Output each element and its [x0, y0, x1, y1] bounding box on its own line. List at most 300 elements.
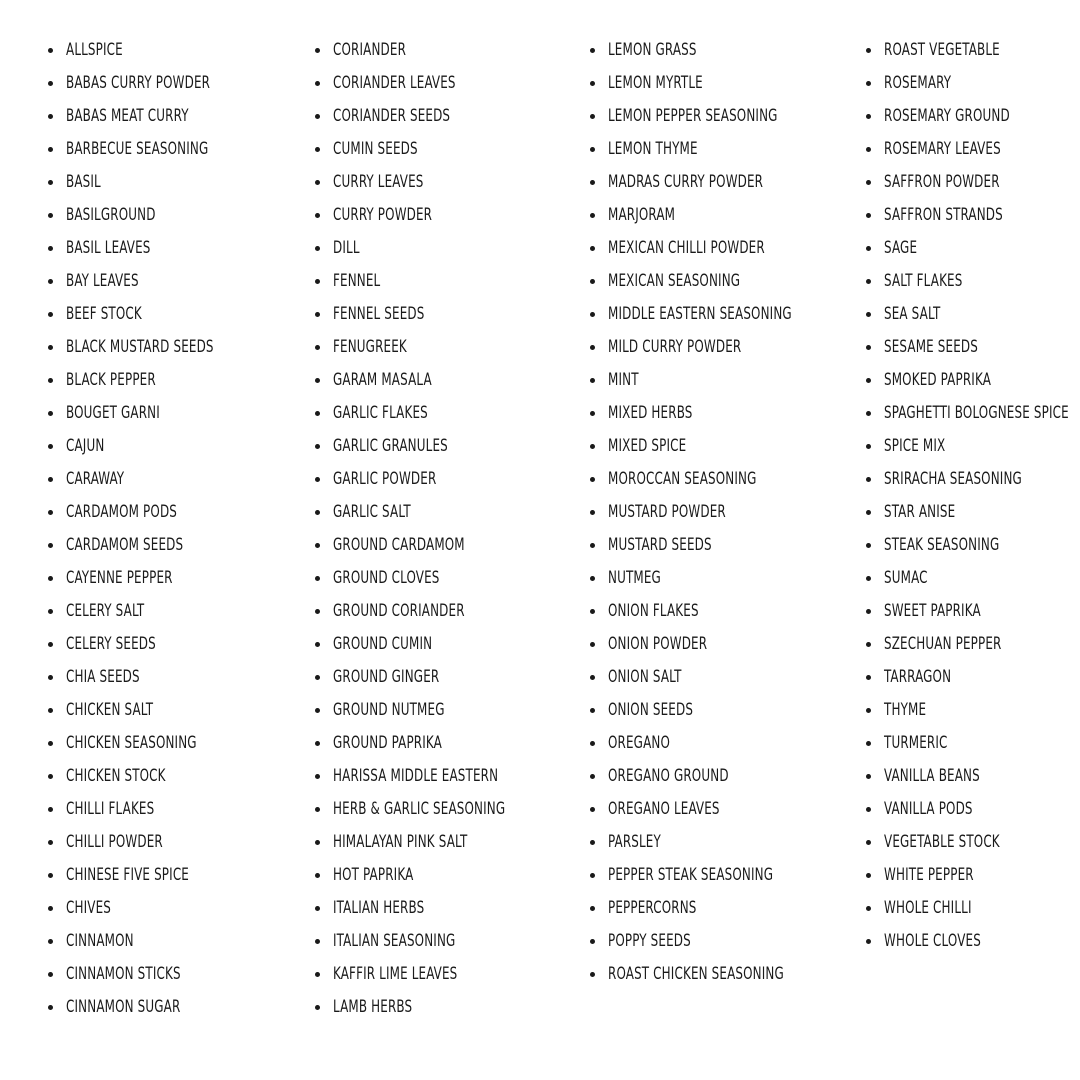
list-item — [315, 694, 554, 727]
bullet-icon — [48, 279, 53, 284]
bullet-icon — [590, 708, 595, 713]
list-item — [590, 463, 844, 496]
spice-name: GARLIC FLAKES — [333, 403, 428, 423]
list-item — [315, 265, 554, 298]
spice-name: MEXICAN SEASONING — [608, 271, 741, 291]
bullet-icon — [866, 48, 871, 53]
spice-name: CHILLI FLAKES — [66, 799, 155, 819]
bullet-icon — [315, 246, 320, 251]
spice-name: CORIANDER LEAVES — [333, 73, 456, 93]
spice-name: MARJORAM — [608, 205, 676, 225]
spice-name: SAFFRON STRANDS — [884, 205, 1003, 225]
spice-name: TURMERIC — [884, 733, 948, 753]
bullet-icon — [48, 1005, 53, 1010]
bullet-icon — [866, 246, 871, 251]
list-item — [866, 694, 1080, 727]
bullet-icon — [866, 642, 871, 647]
spice-column-4 — [866, 34, 1080, 958]
list-item — [590, 826, 844, 859]
bullet-icon — [315, 411, 320, 416]
spice-name: MIXED SPICE — [608, 436, 687, 456]
spice-name: CAJUN — [66, 436, 105, 456]
spice-name: ROSEMARY — [884, 73, 952, 93]
bullet-icon — [866, 147, 871, 152]
list-item — [590, 265, 844, 298]
bullet-icon — [48, 543, 53, 548]
bullet-icon — [48, 675, 53, 680]
spice-name: ROSEMARY GROUND — [884, 106, 1010, 126]
spice-name: CHICKEN SEASONING — [66, 733, 197, 753]
bullet-icon — [866, 114, 871, 119]
list-item — [866, 298, 1080, 331]
bullet-icon — [48, 807, 53, 812]
list-item — [590, 331, 844, 364]
spice-name: ITALIAN SEASONING — [333, 931, 456, 951]
list-item — [48, 496, 255, 529]
list-item — [315, 727, 554, 760]
spice-name: MILD CURRY POWDER — [608, 337, 742, 357]
spice-name: CHICKEN SALT — [66, 700, 154, 720]
list-item — [866, 892, 1080, 925]
bullet-icon — [590, 873, 595, 878]
list-item — [866, 364, 1080, 397]
bullet-icon — [48, 939, 53, 944]
spice-name: SAGE — [884, 238, 918, 258]
spice-name: SMOKED PAPRIKA — [884, 370, 992, 390]
spice-column-3 — [590, 34, 844, 991]
spice-name: CORIANDER — [333, 40, 407, 60]
bullet-icon — [315, 48, 320, 53]
spice-name: FENNEL — [333, 271, 381, 291]
spice-name: FENNEL SEEDS — [333, 304, 425, 324]
spice-name: WHOLE CHILLI — [884, 898, 972, 918]
spice-name: CINNAMON — [66, 931, 134, 951]
list-item — [315, 925, 554, 958]
spice-name: ROSEMARY LEAVES — [884, 139, 1001, 159]
bullet-icon — [315, 741, 320, 746]
bullet-icon — [590, 543, 595, 548]
bullet-icon — [866, 81, 871, 86]
list-item — [48, 232, 255, 265]
bullet-icon — [48, 48, 53, 53]
list-item — [315, 34, 554, 67]
list-item — [315, 892, 554, 925]
bullet-icon — [866, 840, 871, 845]
spice-name: CINNAMON STICKS — [66, 964, 181, 984]
list-item — [48, 529, 255, 562]
bullet-icon — [590, 642, 595, 647]
list-item — [590, 67, 844, 100]
spice-name: PEPPER STEAK SEASONING — [608, 865, 774, 885]
bullet-icon — [48, 477, 53, 482]
spice-name: LEMON PEPPER SEASONING — [608, 106, 778, 126]
list-item — [590, 793, 844, 826]
list-item — [315, 463, 554, 496]
spice-name: MADRAS CURRY POWDER — [608, 172, 764, 192]
spice-name: OREGANO — [608, 733, 671, 753]
list-item — [866, 430, 1080, 463]
list-item — [590, 100, 844, 133]
spice-name: SUMAC — [884, 568, 928, 588]
list-item — [315, 232, 554, 265]
spice-name: CHILLI POWDER — [66, 832, 163, 852]
list-item — [315, 958, 554, 991]
list-item — [866, 760, 1080, 793]
spice-name: ITALIAN HERBS — [333, 898, 425, 918]
bullet-icon — [590, 906, 595, 911]
bullet-icon — [590, 576, 595, 581]
list-item — [315, 991, 554, 1024]
list-item — [590, 529, 844, 562]
spice-name: CUMIN SEEDS — [333, 139, 418, 159]
spice-name: FENUGREEK — [333, 337, 407, 357]
list-item — [590, 595, 844, 628]
spice-name: BASILGROUND — [66, 205, 156, 225]
list-item — [315, 496, 554, 529]
spice-name: CELERY SALT — [66, 601, 145, 621]
spice-column-2 — [315, 34, 554, 1024]
spice-name: BARBECUE SEASONING — [66, 139, 209, 159]
bullet-icon — [590, 312, 595, 317]
spice-name: GROUND GINGER — [333, 667, 440, 687]
bullet-icon — [590, 81, 595, 86]
spice-name: SALT FLAKES — [884, 271, 963, 291]
spice-name: KAFFIR LIME LEAVES — [333, 964, 458, 984]
bullet-icon — [48, 840, 53, 845]
spice-name: MEXICAN CHILLI POWDER — [608, 238, 765, 258]
bullet-icon — [315, 906, 320, 911]
list-item — [866, 397, 1080, 430]
bullet-icon — [866, 675, 871, 680]
list-item — [315, 793, 554, 826]
list-item — [48, 958, 255, 991]
bullet-icon — [590, 114, 595, 119]
bullet-icon — [315, 510, 320, 515]
list-item — [866, 496, 1080, 529]
spice-name: BABAS CURRY POWDER — [66, 73, 211, 93]
bullet-icon — [48, 180, 53, 185]
bullet-icon — [315, 873, 320, 878]
bullet-icon — [48, 411, 53, 416]
spice-name: BASIL — [66, 172, 101, 192]
spice-name: MUSTARD SEEDS — [608, 535, 712, 555]
list-item — [48, 661, 255, 694]
spice-name: ONION FLAKES — [608, 601, 699, 621]
bullet-icon — [590, 477, 595, 482]
spice-name: VANILLA BEANS — [884, 766, 980, 786]
spice-name: GARLIC SALT — [333, 502, 411, 522]
list-item — [590, 364, 844, 397]
list-item — [590, 232, 844, 265]
bullet-icon — [48, 576, 53, 581]
bullet-icon — [866, 378, 871, 383]
bullet-icon — [590, 609, 595, 614]
spice-name: PEPPERCORNS — [608, 898, 697, 918]
bullet-icon — [866, 906, 871, 911]
spice-name: PARSLEY — [608, 832, 661, 852]
bullet-icon — [866, 345, 871, 350]
spice-name: GROUND NUTMEG — [333, 700, 445, 720]
bullet-icon — [48, 510, 53, 515]
bullet-icon — [315, 345, 320, 350]
bullet-icon — [48, 444, 53, 449]
list-item — [48, 793, 255, 826]
spice-name: ONION SALT — [608, 667, 682, 687]
bullet-icon — [590, 213, 595, 218]
list-item — [866, 727, 1080, 760]
spice-name: CAYENNE PEPPER — [66, 568, 173, 588]
list-item — [866, 661, 1080, 694]
spice-name: HARISSA MIDDLE EASTERN — [333, 766, 499, 786]
list-item — [48, 331, 255, 364]
list-item — [315, 331, 554, 364]
spice-name: POPPY SEEDS — [608, 931, 691, 951]
list-item — [866, 67, 1080, 100]
list-item — [315, 100, 554, 133]
list-item — [48, 826, 255, 859]
bullet-icon — [48, 378, 53, 383]
bullet-icon — [866, 477, 871, 482]
bullet-icon — [315, 708, 320, 713]
spice-name: CURRY LEAVES — [333, 172, 424, 192]
bullet-icon — [866, 444, 871, 449]
bullet-icon — [48, 741, 53, 746]
bullet-icon — [315, 1005, 320, 1010]
list-item — [315, 826, 554, 859]
bullet-icon — [315, 444, 320, 449]
spice-name: WHITE PEPPER — [884, 865, 974, 885]
list-item — [866, 562, 1080, 595]
list-item — [590, 133, 844, 166]
list-item — [590, 166, 844, 199]
list-item — [866, 463, 1080, 496]
list-item — [48, 694, 255, 727]
bullet-icon — [590, 774, 595, 779]
list-item — [866, 331, 1080, 364]
list-item — [315, 859, 554, 892]
spice-name: GARAM MASALA — [333, 370, 432, 390]
spice-name: CHICKEN STOCK — [66, 766, 166, 786]
list-item — [866, 529, 1080, 562]
bullet-icon — [866, 576, 871, 581]
spice-name: GROUND CORIANDER — [333, 601, 465, 621]
list-item — [590, 694, 844, 727]
spice-name: BLACK MUSTARD SEEDS — [66, 337, 214, 357]
spice-name: SEA SALT — [884, 304, 941, 324]
bullet-icon — [315, 378, 320, 383]
spice-name: HERB & GARLIC SEASONING — [333, 799, 506, 819]
list-item — [48, 199, 255, 232]
spice-column-1 — [48, 34, 255, 1024]
list-item — [590, 430, 844, 463]
bullet-icon — [866, 807, 871, 812]
list-item — [48, 859, 255, 892]
spice-name: CARAWAY — [66, 469, 125, 489]
list-item — [48, 430, 255, 463]
list-item — [48, 100, 255, 133]
bullet-icon — [590, 972, 595, 977]
spice-name: CHINESE FIVE SPICE — [66, 865, 190, 885]
bullet-icon — [315, 279, 320, 284]
bullet-icon — [48, 609, 53, 614]
bullet-icon — [590, 840, 595, 845]
bullet-icon — [590, 807, 595, 812]
list-item — [866, 199, 1080, 232]
bullet-icon — [48, 213, 53, 218]
bullet-icon — [866, 411, 871, 416]
spice-name: HOT PAPRIKA — [333, 865, 414, 885]
spice-name: VEGETABLE STOCK — [884, 832, 1000, 852]
list-item — [48, 133, 255, 166]
spice-name: GARLIC GRANULES — [333, 436, 448, 456]
bullet-icon — [590, 510, 595, 515]
bullet-icon — [315, 312, 320, 317]
bullet-icon — [866, 213, 871, 218]
bullet-icon — [315, 939, 320, 944]
list-item — [48, 595, 255, 628]
spice-name: BLACK PEPPER — [66, 370, 156, 390]
spice-name: ONION SEEDS — [608, 700, 694, 720]
list-item — [315, 628, 554, 661]
list-item — [866, 925, 1080, 958]
spice-name: GARLIC POWDER — [333, 469, 437, 489]
spice-name: CHIVES — [66, 898, 112, 918]
spice-name: CHIA SEEDS — [66, 667, 140, 687]
spice-name: BABAS MEAT CURRY — [66, 106, 189, 126]
spice-name: GROUND CUMIN — [333, 634, 433, 654]
list-item — [315, 397, 554, 430]
spice-name: CELERY SEEDS — [66, 634, 156, 654]
bullet-icon — [866, 312, 871, 317]
bullet-icon — [866, 708, 871, 713]
bullet-icon — [315, 642, 320, 647]
list-item — [590, 397, 844, 430]
bullet-icon — [315, 675, 320, 680]
spice-name: BASIL LEAVES — [66, 238, 151, 258]
spice-name: SZECHUAN PEPPER — [884, 634, 1002, 654]
list-item — [866, 595, 1080, 628]
list-item — [315, 364, 554, 397]
spice-name: CINNAMON SUGAR — [66, 997, 181, 1017]
spice-name: NUTMEG — [608, 568, 661, 588]
bullet-icon — [48, 906, 53, 911]
bullet-icon — [866, 939, 871, 944]
list-item — [48, 166, 255, 199]
list-item — [866, 628, 1080, 661]
list-item — [590, 727, 844, 760]
list-item — [590, 34, 844, 67]
bullet-icon — [590, 180, 595, 185]
spice-name: MIDDLE EASTERN SEASONING — [608, 304, 792, 324]
bullet-icon — [590, 147, 595, 152]
list-item — [48, 34, 255, 67]
spice-name: LAMB HERBS — [333, 997, 413, 1017]
list-item — [590, 628, 844, 661]
spice-name: SRIRACHA SEASONING — [884, 469, 1022, 489]
list-item — [315, 661, 554, 694]
list-item — [315, 430, 554, 463]
list-item — [315, 67, 554, 100]
bullet-icon — [866, 510, 871, 515]
bullet-icon — [48, 81, 53, 86]
bullet-icon — [315, 840, 320, 845]
bullet-icon — [590, 378, 595, 383]
bullet-icon — [315, 807, 320, 812]
spice-name: WHOLE CLOVES — [884, 931, 981, 951]
spice-name: CARDAMOM PODS — [66, 502, 178, 522]
spice-name: ALLSPICE — [66, 40, 123, 60]
bullet-icon — [48, 114, 53, 119]
bullet-icon — [315, 477, 320, 482]
list-item — [315, 529, 554, 562]
bullet-icon — [48, 972, 53, 977]
list-item — [590, 199, 844, 232]
spice-name: LEMON MYRTLE — [608, 73, 703, 93]
list-item — [48, 397, 255, 430]
spice-name: GROUND CARDAMOM — [333, 535, 465, 555]
bullet-icon — [48, 873, 53, 878]
list-item — [590, 496, 844, 529]
bullet-icon — [590, 675, 595, 680]
bullet-icon — [866, 741, 871, 746]
bullet-icon — [590, 939, 595, 944]
spice-name: LEMON GRASS — [608, 40, 697, 60]
bullet-icon — [48, 708, 53, 713]
list-item — [48, 67, 255, 100]
spice-name: TARRAGON — [884, 667, 952, 687]
bullet-icon — [315, 114, 320, 119]
spice-name: BAY LEAVES — [66, 271, 139, 291]
spice-name: SPICE MIX — [884, 436, 946, 456]
list-item — [590, 958, 844, 991]
list-item — [315, 595, 554, 628]
bullet-icon — [48, 246, 53, 251]
list-item — [866, 133, 1080, 166]
bullet-icon — [590, 279, 595, 284]
list-item — [48, 364, 255, 397]
spice-name: DILL — [333, 238, 360, 258]
list-item — [866, 232, 1080, 265]
list-item — [48, 760, 255, 793]
bullet-icon — [590, 345, 595, 350]
bullet-icon — [315, 81, 320, 86]
list-item — [590, 892, 844, 925]
bullet-icon — [48, 312, 53, 317]
list-item — [48, 991, 255, 1024]
spice-name: MIXED HERBS — [608, 403, 693, 423]
bullet-icon — [590, 411, 595, 416]
bullet-icon — [48, 345, 53, 350]
spice-name: MOROCCAN SEASONING — [608, 469, 757, 489]
spice-name: ROAST CHICKEN SEASONING — [608, 964, 784, 984]
list-item — [315, 133, 554, 166]
bullet-icon — [315, 147, 320, 152]
list-item — [48, 925, 255, 958]
bullet-icon — [866, 180, 871, 185]
bullet-icon — [590, 444, 595, 449]
bullet-icon — [315, 213, 320, 218]
bullet-icon — [866, 543, 871, 548]
list-item — [590, 760, 844, 793]
list-item — [590, 925, 844, 958]
bullet-icon — [590, 48, 595, 53]
spice-name: GROUND PAPRIKA — [333, 733, 442, 753]
list-item — [48, 727, 255, 760]
spice-name: MINT — [608, 370, 639, 390]
spice-name: MUSTARD POWDER — [608, 502, 726, 522]
list-item — [315, 760, 554, 793]
list-item — [315, 562, 554, 595]
